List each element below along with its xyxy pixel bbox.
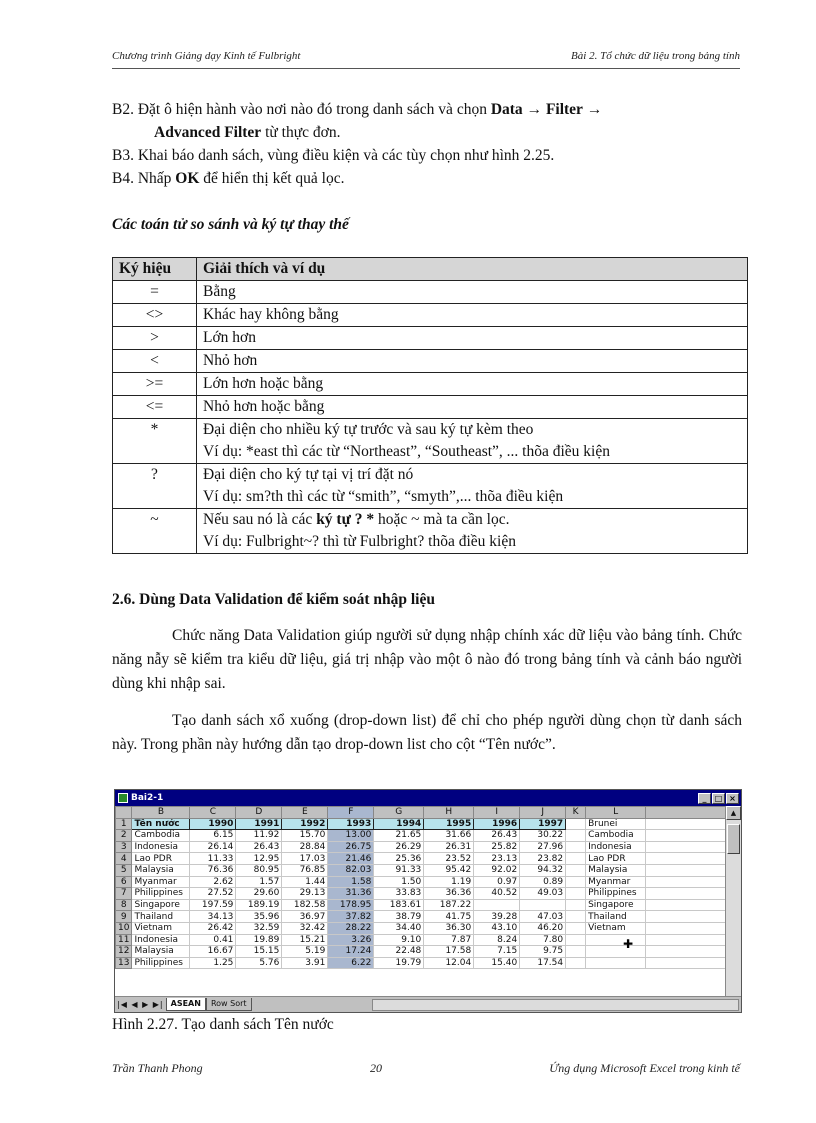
cell[interactable]: 17.54: [520, 957, 566, 969]
column-header[interactable]: B: [132, 807, 190, 819]
cell[interactable]: 95.42: [424, 864, 474, 876]
cell[interactable]: 40.52: [474, 888, 520, 900]
cell[interactable]: 38.79: [374, 911, 424, 923]
cell[interactable]: [566, 818, 586, 830]
operator-symbol: =: [113, 281, 197, 304]
cell[interactable]: 76.85: [282, 864, 328, 876]
cell[interactable]: [586, 946, 646, 958]
cell[interactable]: 5.76: [236, 957, 282, 969]
cell[interactable]: 36.36: [424, 888, 474, 900]
cell[interactable]: 37.82: [328, 911, 374, 923]
excel-title-bar: [115, 790, 741, 806]
cell[interactable]: 82.03: [328, 864, 374, 876]
cell[interactable]: [586, 957, 646, 969]
cell[interactable]: 6.22: [328, 957, 374, 969]
cell-cursor-icon: ✚: [623, 937, 634, 951]
step-b4-suffix: để hiển thị kết quả lọc.: [199, 170, 345, 187]
close-button[interactable]: ×: [726, 793, 739, 804]
cell[interactable]: 34.13: [190, 911, 236, 923]
row-header[interactable]: 10: [116, 922, 132, 934]
cell[interactable]: [646, 818, 727, 830]
cell[interactable]: Philippines: [586, 888, 646, 900]
cell[interactable]: 19.89: [236, 934, 282, 946]
operator-desc: [197, 419, 748, 464]
page-header: [112, 50, 740, 62]
section-para2-wrap: [112, 709, 742, 757]
cell[interactable]: 30.22: [520, 830, 566, 842]
column-header[interactable]: I: [474, 807, 520, 819]
cell[interactable]: Thailand: [132, 911, 190, 923]
cell[interactable]: 94.32: [520, 864, 566, 876]
sheet-tabs-bar: [115, 996, 741, 1012]
sheet-grid: [115, 806, 727, 998]
column-header[interactable]: F: [328, 807, 374, 819]
cell[interactable]: Myanmar: [132, 876, 190, 888]
cell[interactable]: 1.44: [282, 876, 328, 888]
cell[interactable]: 182.58: [282, 899, 328, 911]
row-header[interactable]: 8: [116, 899, 132, 911]
operator-desc: [197, 373, 748, 396]
cell[interactable]: Indonesia: [132, 934, 190, 946]
cell[interactable]: [566, 876, 586, 888]
col-desc: Giải thích và ví dụ: [197, 258, 748, 281]
step-b2-suffix: từ thực đơn.: [261, 124, 341, 141]
table-row: [116, 888, 727, 900]
operator-row: [113, 464, 748, 509]
cell[interactable]: [646, 957, 727, 969]
column-header[interactable]: D: [236, 807, 282, 819]
tilde-bold: ký tự ? *: [316, 511, 375, 528]
table-row: [116, 911, 727, 923]
operator-symbol: <=: [113, 396, 197, 419]
operator-desc-line1: Bằng: [203, 283, 236, 300]
cell[interactable]: 1991: [236, 818, 282, 830]
cell[interactable]: 91.33: [374, 864, 424, 876]
cell[interactable]: 1.50: [374, 876, 424, 888]
cell[interactable]: 29.60: [236, 888, 282, 900]
footer-author: Trần Thanh Phong: [112, 1061, 203, 1075]
cell[interactable]: 1994: [374, 818, 424, 830]
cell[interactable]: [566, 853, 586, 865]
column-header[interactable]: G: [374, 807, 424, 819]
row-header[interactable]: 11: [116, 934, 132, 946]
ok-label: OK: [175, 170, 200, 187]
cell[interactable]: 21.65: [374, 830, 424, 842]
row-header[interactable]: 7: [116, 888, 132, 900]
operator-desc-line1: Khác hay không bằng: [203, 306, 339, 323]
operator-row: [113, 304, 748, 327]
cell[interactable]: 34.40: [374, 922, 424, 934]
scroll-up-icon[interactable]: ▲: [726, 806, 741, 820]
cell[interactable]: 21.46: [328, 853, 374, 865]
cell[interactable]: 26.14: [190, 841, 236, 853]
cell[interactable]: Lao PDR: [586, 853, 646, 865]
cell[interactable]: 9.75: [520, 946, 566, 958]
step-b2: [112, 98, 742, 144]
section-para1-wrap: [112, 624, 742, 696]
cell[interactable]: 32.42: [282, 922, 328, 934]
cell[interactable]: 1996: [474, 818, 520, 830]
cell[interactable]: 1993: [328, 818, 374, 830]
cell[interactable]: 26.43: [236, 841, 282, 853]
cell[interactable]: 178.95: [328, 899, 374, 911]
menu-filter: Filter: [545, 101, 583, 118]
cell[interactable]: Tên nước: [132, 818, 190, 830]
section-para2: Tạo danh sách xổ xuống (drop-down list) để chỉ cho phép người dùng chọn từ danh sách này. Trong phần này hướng dẫn tạo drop-down list cho cột “Tên nước”.: [112, 712, 742, 753]
cell[interactable]: 25.82: [474, 841, 520, 853]
row-header[interactable]: 2: [116, 830, 132, 842]
cell[interactable]: Philippines: [132, 888, 190, 900]
cell[interactable]: 32.59: [236, 922, 282, 934]
cell[interactable]: 1.57: [236, 876, 282, 888]
table-row: [116, 853, 727, 865]
header-divider: [112, 68, 740, 69]
select-all-corner[interactable]: [116, 807, 132, 819]
operator-symbol: >=: [113, 373, 197, 396]
cell[interactable]: 189.19: [236, 899, 282, 911]
cell[interactable]: 1990: [190, 818, 236, 830]
cell[interactable]: 187.22: [424, 899, 474, 911]
cell[interactable]: 92.02: [474, 864, 520, 876]
cell[interactable]: 15.70: [282, 830, 328, 842]
operator-desc: [197, 304, 748, 327]
cell[interactable]: Singapore: [586, 899, 646, 911]
cell[interactable]: [566, 922, 586, 934]
operator-symbol: *: [113, 419, 197, 464]
cell[interactable]: 15.40: [474, 957, 520, 969]
operator-symbol: >: [113, 327, 197, 350]
cell[interactable]: 17.24: [328, 946, 374, 958]
cell[interactable]: 17.03: [282, 853, 328, 865]
cell[interactable]: [566, 888, 586, 900]
operator-desc-line1: Lớn hơn: [203, 329, 256, 346]
cell[interactable]: 29.13: [282, 888, 328, 900]
cell[interactable]: Malaysia: [132, 946, 190, 958]
cell[interactable]: Myanmar: [586, 876, 646, 888]
cell[interactable]: 11.33: [190, 853, 236, 865]
operator-row: [113, 396, 748, 419]
tilde-text: Nếu sau nó là các: [203, 511, 317, 528]
sheet-nav-arrows[interactable]: |◀ ◀ ▶ ▶|: [117, 1000, 164, 1009]
cell[interactable]: [646, 876, 727, 888]
table-row: [116, 899, 727, 911]
operators-table: [112, 257, 748, 554]
row-header[interactable]: 1: [116, 818, 132, 830]
cell[interactable]: [566, 957, 586, 969]
section-para1: Chức năng Data Validation giúp người sử dụng nhập chính xác dữ liệu vào bảng tính. Chức năng nẫy sẽ kiểm tra kiểu dữ liệu, giá trị nhập vào một ô nào đó trong bảng tính và cảnh báo người dùng khi nhập sai.: [112, 627, 742, 692]
cell[interactable]: 33.83: [374, 888, 424, 900]
table-row: [116, 876, 727, 888]
cell[interactable]: 23.82: [520, 853, 566, 865]
cell[interactable]: 36.30: [424, 922, 474, 934]
operator-desc-line1: Đại diện cho ký tự tại vị trí đặt nó: [203, 466, 414, 483]
cell[interactable]: [646, 922, 727, 934]
cell[interactable]: 19.79: [374, 957, 424, 969]
cell[interactable]: [646, 841, 727, 853]
cell[interactable]: 12.95: [236, 853, 282, 865]
operator-desc-line1: Đại diện cho nhiều ký tự trước và sau ký tự kèm theo: [203, 421, 534, 438]
cell[interactable]: 23.52: [424, 853, 474, 865]
cell[interactable]: 41.75: [424, 911, 474, 923]
step-b2-text: B2. Đặt ô hiện hành vào nơi nào đó trong danh sách và chọn: [112, 101, 491, 118]
cell[interactable]: 15.21: [282, 934, 328, 946]
column-header[interactable]: C: [190, 807, 236, 819]
cell[interactable]: [566, 946, 586, 958]
operator-desc-line2: Ví dụ: *east thì các từ “Northeast”, “Southeast”, ... thõa điều kiện: [203, 443, 610, 460]
table-row: [116, 934, 727, 946]
operator-desc: [197, 464, 748, 509]
figure-caption: Hình 2.27. Tạo danh sách Tên nước: [112, 1016, 334, 1033]
tilde-suffix: hoặc ~ mà ta cần lọc.: [374, 511, 510, 528]
cell[interactable]: 23.13: [474, 853, 520, 865]
cell[interactable]: 47.03: [520, 911, 566, 923]
cell[interactable]: [566, 864, 586, 876]
cell[interactable]: 9.10: [374, 934, 424, 946]
table-row: [116, 957, 727, 969]
operator-row: [113, 327, 748, 350]
operator-symbol: ?: [113, 464, 197, 509]
cell[interactable]: [566, 899, 586, 911]
cell[interactable]: [566, 911, 586, 923]
operator-symbol: ~: [113, 509, 197, 554]
operators-heading: Các toán tử so sánh và ký tự thay thế: [112, 216, 349, 233]
cell[interactable]: 3.91: [282, 957, 328, 969]
cell[interactable]: 31.36: [328, 888, 374, 900]
arrow-icon: →: [526, 101, 543, 118]
cell[interactable]: 80.95: [236, 864, 282, 876]
cell[interactable]: 5.19: [282, 946, 328, 958]
cell[interactable]: 1997: [520, 818, 566, 830]
steps-block: [112, 98, 742, 190]
operator-row: [113, 281, 748, 304]
column-header[interactable]: L: [586, 807, 646, 819]
operator-desc: [197, 396, 748, 419]
row-header[interactable]: 13: [116, 957, 132, 969]
operator-desc: [197, 509, 748, 554]
operator-row: [113, 373, 748, 396]
cell[interactable]: [646, 899, 727, 911]
section-heading: 2.6. Dùng Data Validation để kiểm soát nhập liệu: [112, 591, 435, 608]
page-footer: [112, 1061, 740, 1076]
cell[interactable]: 17.58: [424, 946, 474, 958]
table-row: [116, 922, 727, 934]
cell[interactable]: 28.84: [282, 841, 328, 853]
vertical-scrollbar[interactable]: [725, 806, 741, 998]
cell[interactable]: [566, 934, 586, 946]
sheet-table: [115, 806, 727, 969]
cell[interactable]: 12.04: [424, 957, 474, 969]
cell[interactable]: Vietnam: [586, 922, 646, 934]
cell[interactable]: Thailand: [586, 911, 646, 923]
cell[interactable]: 1.58: [328, 876, 374, 888]
column-header[interactable]: E: [282, 807, 328, 819]
cell[interactable]: 39.28: [474, 911, 520, 923]
cell[interactable]: 11.92: [236, 830, 282, 842]
cell[interactable]: [646, 864, 727, 876]
operator-row: [113, 509, 748, 554]
minimize-button[interactable]: _: [698, 793, 711, 804]
cell[interactable]: [646, 853, 727, 865]
cell[interactable]: [646, 934, 727, 946]
operator-row: [113, 350, 748, 373]
cell[interactable]: Vietnam: [132, 922, 190, 934]
table-row: [116, 864, 727, 876]
footer-book-title: Ứng dụng Microsoft Excel trong kinh tế: [549, 1061, 740, 1075]
table-row: [116, 818, 727, 830]
column-header[interactable]: K: [566, 807, 586, 819]
row-header[interactable]: 4: [116, 853, 132, 865]
step-b3: B3. Khai báo danh sách, vùng điều kiện và các tùy chọn như hình 2.25.: [112, 147, 555, 164]
cell[interactable]: 1.19: [424, 876, 474, 888]
cell[interactable]: 31.66: [424, 830, 474, 842]
operator-desc-line1: Nhỏ hơn: [203, 352, 258, 369]
cell[interactable]: [646, 888, 727, 900]
tab-asean[interactable]: ASEAN: [166, 998, 206, 1011]
cell[interactable]: 3.26: [328, 934, 374, 946]
operator-symbol: <: [113, 350, 197, 373]
cell[interactable]: 25.36: [374, 853, 424, 865]
cell[interactable]: 2.62: [190, 876, 236, 888]
row-header[interactable]: 6: [116, 876, 132, 888]
row-header[interactable]: 5: [116, 864, 132, 876]
cell[interactable]: 1995: [424, 818, 474, 830]
cell[interactable]: 0.89: [520, 876, 566, 888]
cell[interactable]: [566, 841, 586, 853]
cell[interactable]: 15.15: [236, 946, 282, 958]
cell[interactable]: Cambodia: [132, 830, 190, 842]
horizontal-scrollbar[interactable]: [372, 999, 739, 1011]
cell[interactable]: 7.15: [474, 946, 520, 958]
cell[interactable]: 26.75: [328, 841, 374, 853]
cell[interactable]: 1.25: [190, 957, 236, 969]
operator-row: [113, 419, 748, 464]
cell[interactable]: 35.96: [236, 911, 282, 923]
cell[interactable]: 27.96: [520, 841, 566, 853]
column-header: [646, 807, 727, 819]
operator-symbol: <>: [113, 304, 197, 327]
cell[interactable]: Philippines: [132, 957, 190, 969]
cell[interactable]: [646, 946, 727, 958]
operator-desc-line2: Ví dụ: Fulbright~? thì từ Fulbright? thõa điều kiện: [203, 533, 516, 550]
menu-advanced-filter: Advanced Filter: [154, 124, 262, 141]
cell[interactable]: [520, 899, 566, 911]
cell[interactable]: [646, 830, 727, 842]
cell[interactable]: 43.10: [474, 922, 520, 934]
column-header-row: [116, 807, 727, 819]
column-header[interactable]: H: [424, 807, 474, 819]
page-number: 20: [369, 1061, 382, 1075]
tab-row-sort[interactable]: Row Sort: [206, 998, 252, 1011]
row-header[interactable]: 9: [116, 911, 132, 923]
cell[interactable]: 13.00: [328, 830, 374, 842]
cell[interactable]: [474, 899, 520, 911]
cell[interactable]: 22.48: [374, 946, 424, 958]
maximize-button[interactable]: □: [712, 793, 725, 804]
arrow-icon: →: [586, 101, 603, 118]
excel-window-title: Bai2-1: [131, 793, 164, 803]
cell[interactable]: 1992: [282, 818, 328, 830]
excel-window: [114, 789, 742, 1013]
operators-table-wrap: [112, 257, 752, 554]
step-b4-text: B4. Nhấp: [112, 170, 176, 187]
header-left: Chương trình Giảng dạy Kinh tế Fulbright: [112, 50, 301, 62]
scroll-thumb[interactable]: [727, 824, 740, 854]
cell[interactable]: 26.29: [374, 841, 424, 853]
cell[interactable]: [566, 830, 586, 842]
cell[interactable]: 6.15: [190, 830, 236, 842]
cell[interactable]: 183.61: [374, 899, 424, 911]
cell[interactable]: Brunei: [586, 818, 646, 830]
cell[interactable]: 8.24: [474, 934, 520, 946]
cell[interactable]: 197.59: [190, 899, 236, 911]
cell[interactable]: 7.80: [520, 934, 566, 946]
cell[interactable]: Indonesia: [586, 841, 646, 853]
operator-desc: [197, 281, 748, 304]
cell[interactable]: 16.67: [190, 946, 236, 958]
cell[interactable]: Cambodia: [586, 830, 646, 842]
operator-desc-line1: Nhỏ hơn hoặc bằng: [203, 398, 325, 415]
column-header[interactable]: J: [520, 807, 566, 819]
cell[interactable]: Malaysia: [586, 864, 646, 876]
cell[interactable]: Lao PDR: [132, 853, 190, 865]
cell[interactable]: 26.31: [424, 841, 474, 853]
cell[interactable]: 0.97: [474, 876, 520, 888]
cell[interactable]: Singapore: [132, 899, 190, 911]
section-title: [112, 588, 742, 611]
cell[interactable]: 26.42: [190, 922, 236, 934]
table-row: [116, 946, 727, 958]
step-b4: [112, 167, 742, 190]
table-row: [116, 830, 727, 842]
excel-doc-icon: [118, 793, 128, 803]
cell[interactable]: [646, 911, 727, 923]
operator-desc-line1: [203, 509, 741, 531]
menu-data: Data: [490, 101, 523, 118]
operator-desc: [197, 327, 748, 350]
cell[interactable]: 26.43: [474, 830, 520, 842]
cell[interactable]: 28.22: [328, 922, 374, 934]
col-symbol: Ký hiệu: [113, 258, 197, 281]
row-header[interactable]: 3: [116, 841, 132, 853]
operator-desc: [197, 350, 748, 373]
cell[interactable]: 27.52: [190, 888, 236, 900]
cell[interactable]: 49.03: [520, 888, 566, 900]
table-row: [116, 841, 727, 853]
cell[interactable]: 36.97: [282, 911, 328, 923]
cell[interactable]: 46.20: [520, 922, 566, 934]
cell[interactable]: Indonesia: [132, 841, 190, 853]
row-header[interactable]: 12: [116, 946, 132, 958]
operator-desc-line1: Lớn hơn hoặc bằng: [203, 375, 324, 392]
cell[interactable]: [586, 934, 646, 946]
operator-desc-line2: Ví dụ: sm?th thì các từ “smith”, “smyth”,... thõa điều kiện: [203, 488, 564, 505]
header-right: Bài 2. Tổ chức dữ liệu trong bảng tính: [571, 50, 740, 62]
cell[interactable]: Malaysia: [132, 864, 190, 876]
cell[interactable]: 0.41: [190, 934, 236, 946]
cell[interactable]: 76.36: [190, 864, 236, 876]
cell[interactable]: 7.87: [424, 934, 474, 946]
